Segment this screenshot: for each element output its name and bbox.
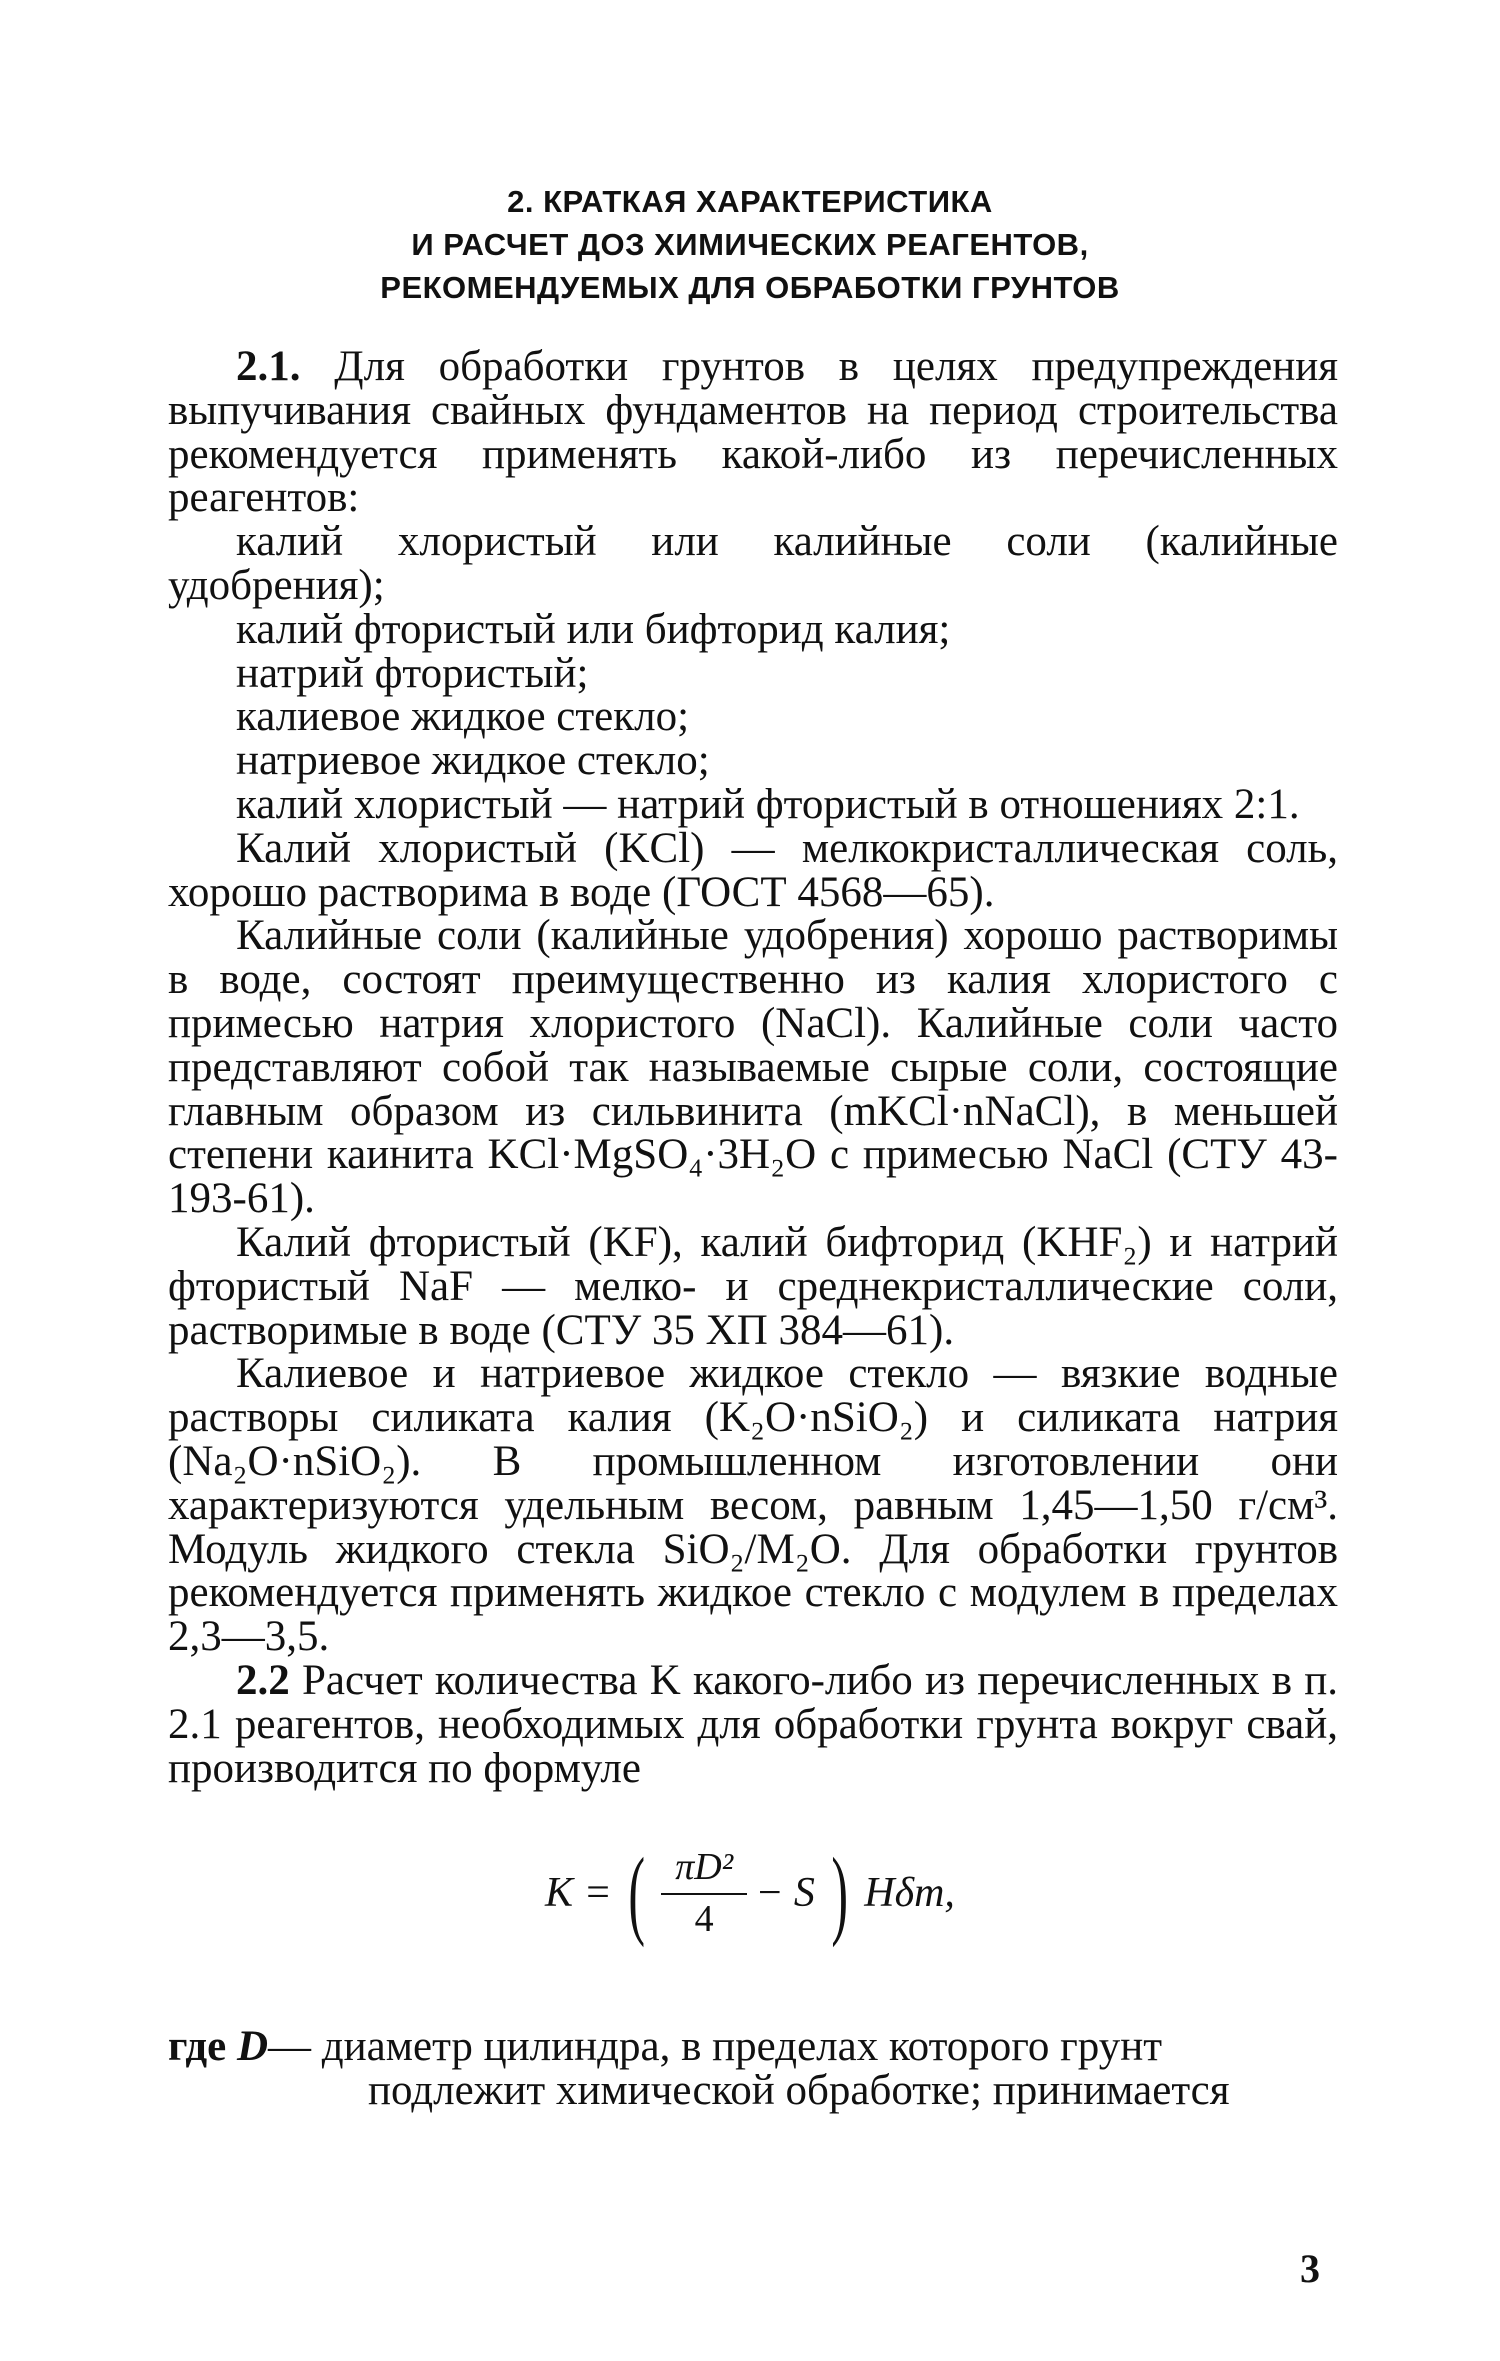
- where-clause: [168, 2025, 1338, 2113]
- formula: [0, 1837, 1500, 1948]
- list-item: калий фтористый или бифторид калия;: [236, 605, 951, 653]
- paragraph-text: Для обработки грунтов в целях предупреждения выпучивания свайных фундаментов на период строительства рекомендуется применять какой-либо из перечисленных реагентов:: [168, 343, 1339, 522]
- page-number: 3: [1300, 2246, 1320, 2291]
- section-number: 2.1.: [236, 343, 301, 390]
- heading-line-1: 2. КРАТКАЯ ХАРАКТЕРИСТИКА: [507, 184, 993, 219]
- open-paren: (: [628, 1837, 645, 1948]
- list-item: натриевое жидкое стекло;: [236, 737, 710, 785]
- paragraph-2-2: [168, 1656, 1338, 1792]
- where-symbol: D: [236, 2023, 269, 2070]
- fraction: [661, 1845, 747, 1941]
- where-continuation: подлежит химической обработке; принимается: [368, 2067, 1230, 2114]
- paragraph: Калий фтористый (KF), калий бифторид (KHF₂) и натрий фтористый NaF — мелко- и среднекристаллические соли, растворимые в воде (СТУ 35 ХП 384—61).: [168, 1218, 1338, 1354]
- formula-lhs: K =: [545, 1870, 612, 1916]
- fraction-denominator: 4: [694, 1898, 714, 1940]
- paragraph: Калий хлористый (KCl) — мелкокристаллическая соль, хорошо растворима в воде (ГОСТ 4568—65).: [168, 824, 1338, 916]
- close-paren: ): [831, 1837, 848, 1948]
- list-item: калий хлористый — натрий фтористый в отношениях 2:1.: [236, 780, 1300, 828]
- list-item: калий хлористый или калийные соли (калийные удобрения);: [168, 518, 1338, 609]
- paragraph-2-1-intro: [168, 345, 1338, 520]
- paragraph: Калиевое и натриевое жидкое стекло — вязкие водные растворы силиката калия (K₂O·nSiO₂) и силиката натрия (Na₂O·nSiO₂). В промышленном изготовлении они характеризуются удельным весом, равным 1,45—1,50 г/см³. Модуль жидкого стекла SiO₂/M₂O. Для обработки грунтов рекомендуется применять жидкое стекло с модулем в пределах 2,3—3,5.: [168, 1350, 1338, 1661]
- heading-line-3: РЕКОМЕНДУЕМЫХ ДЛЯ ОБРАБОТКИ ГРУНТОВ: [380, 270, 1120, 305]
- fraction-numerator: πD²: [661, 1845, 747, 1895]
- where-label: где: [168, 2023, 237, 2070]
- where-text: — диаметр цилиндра, в пределах которого грунт: [268, 2023, 1162, 2070]
- heading-line-2: И РАСЧЕТ ДОЗ ХИМИЧЕСКИХ РЕАГЕНТОВ,: [411, 227, 1089, 262]
- paragraph: Калийные соли (калийные удобрения) хорошо растворимы в воде, состоят преимущественно из калия хлористого с примесью натрия хлористого (NaCl). Калийные соли часто представляют собой так называемые сырые соли, состоящие главным образом из сильвинита (mKCl·nNaCl), в меньшей степени каинита KCl·MgSO₄·3H₂O с примесью NaCl (СТУ 43-193-61).: [168, 912, 1338, 1223]
- formula-minus-s: − S: [755, 1870, 815, 1916]
- list-item: калиевое жидкое стекло;: [236, 693, 690, 741]
- body-text: [168, 345, 1338, 1790]
- list-item: натрий фтористый;: [236, 649, 589, 697]
- paragraph-text: Расчет количества K какого-либо из перечисленных в п. 2.1 реагентов, необходимых для обработки грунта вокруг свай, производится по формуле: [168, 1656, 1338, 1792]
- section-heading: [0, 180, 1500, 309]
- section-number: 2.2: [236, 1656, 290, 1704]
- formula-tail: Hδm,: [864, 1870, 955, 1916]
